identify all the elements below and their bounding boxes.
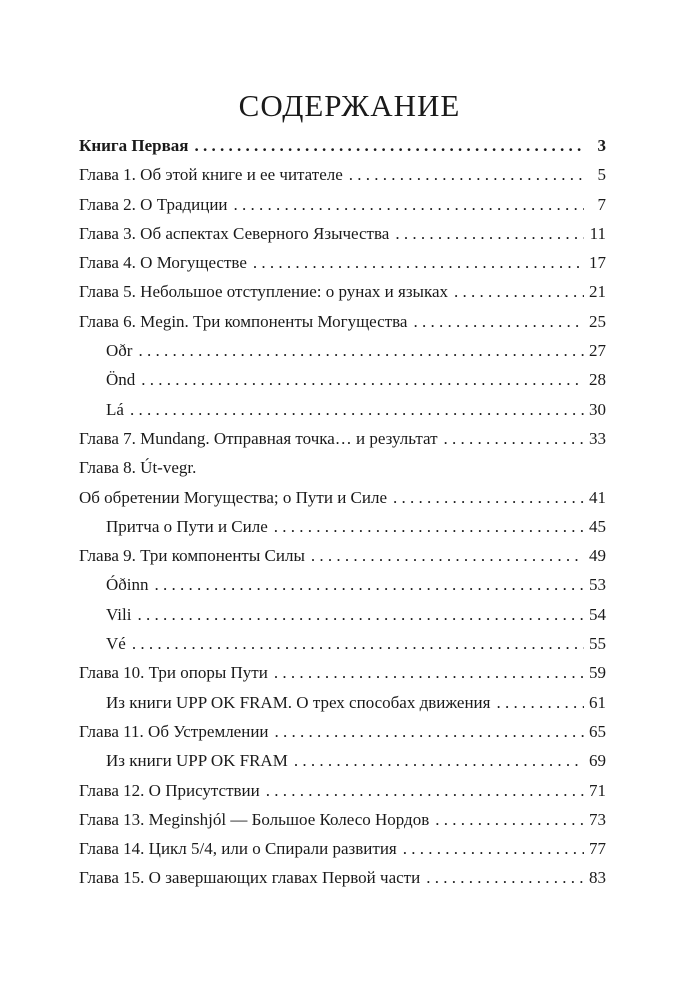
toc-entry-page-number: 33 (589, 428, 606, 448)
toc-entry (79, 834, 606, 863)
toc-entry-page-number: 17 (589, 253, 606, 273)
toc-entry-page-number: 5 (597, 165, 606, 185)
toc-entry (79, 277, 606, 306)
toc-entry-title: Из книги UPP OK FRAM. О трех способах движения (106, 692, 491, 712)
toc-entry (79, 160, 606, 189)
dot-leader (266, 776, 584, 805)
toc-entry-title: Глава 11. Об Устремлении (79, 721, 269, 741)
toc-entry-page-number: 25 (589, 311, 606, 331)
toc-entry-title: Lá (106, 399, 124, 419)
toc-entry (79, 248, 606, 277)
dot-leader (195, 131, 585, 160)
toc-entry-title: Глава 12. О Присутствии (79, 780, 260, 800)
toc-entry-title: Глава 15. О завершающих главах Первой части (79, 868, 421, 888)
dot-leader (413, 307, 584, 336)
table-of-contents (79, 131, 606, 893)
toc-entry-title: Глава 8. Út-vegr. (79, 458, 197, 478)
toc-entry (79, 219, 606, 248)
toc-entry (79, 600, 606, 629)
toc-entry-title: Глава 4. О Могуществе (79, 253, 247, 273)
toc-entry-page-number: 27 (589, 341, 606, 361)
dot-leader (155, 570, 585, 599)
dot-leader (349, 160, 584, 189)
toc-entry (79, 365, 606, 394)
toc-entry-page-number: 77 (589, 839, 606, 859)
toc-entry (79, 805, 606, 834)
dot-leader (311, 541, 584, 570)
toc-entry-title: Глава 10. Три опоры Пути (79, 663, 268, 683)
dot-leader (253, 248, 584, 277)
toc-entry (79, 483, 606, 512)
toc-entry-page-number: 3 (597, 136, 606, 155)
dot-leader (393, 483, 584, 512)
dot-leader (274, 658, 584, 687)
toc-entry-title: Об обретении Могущества; о Пути и Силе (79, 487, 388, 507)
toc-entry-title: Глава 5. Небольшое отступление: о рунах и языках (79, 282, 449, 302)
toc-entry (79, 131, 606, 160)
dot-leader (444, 424, 584, 453)
toc-entry (79, 776, 606, 805)
toc-entry-page-number: 21 (589, 282, 606, 302)
toc-entry-page-number: 7 (597, 194, 606, 214)
toc-entry (79, 453, 606, 482)
toc-entry-page-number: 71 (589, 780, 606, 800)
toc-entry (79, 424, 606, 453)
toc-entry-page-number: 55 (589, 634, 606, 654)
toc-entry-page-number: 54 (589, 604, 606, 624)
toc-entry (79, 717, 606, 746)
toc-entry-title: Önd (106, 370, 136, 390)
toc-entry (79, 746, 606, 775)
page-title: СОДЕРЖАНИЕ (238, 88, 461, 123)
dot-leader (130, 395, 584, 424)
toc-entry (79, 629, 606, 658)
toc-entry-page-number: 28 (589, 370, 606, 390)
dot-leader (137, 600, 584, 629)
toc-entry (79, 307, 606, 336)
toc-entry-title: Книга Первая (79, 136, 189, 155)
toc-entry (79, 688, 606, 717)
toc-entry-title: Глава 14. Цикл 5/4, или о Спирали развития (79, 839, 397, 859)
toc-entry-page-number: 30 (589, 399, 606, 419)
toc-entry-page-number: 53 (589, 575, 606, 595)
toc-entry (79, 512, 606, 541)
toc-entry-page-number: 73 (589, 809, 606, 829)
toc-entry-title: Глава 1. Об этой книге и ее читателе (79, 165, 343, 185)
toc-entry-title: Глава 2. О Традиции (79, 194, 228, 214)
dot-leader (496, 688, 584, 717)
toc-entry-page-number: 49 (589, 546, 606, 566)
toc-entry-page-number: 11 (589, 223, 606, 243)
toc-entry (79, 863, 606, 892)
toc-entry (79, 190, 606, 219)
toc-entry-title: Из книги UPP OK FRAM (106, 751, 288, 771)
toc-entry-page-number: 83 (589, 868, 606, 888)
toc-entry (79, 541, 606, 570)
toc-entry-title: Глава 7. Mundang. Отправная точка… и результат (79, 428, 438, 448)
toc-entry-title: Глава 3. Об аспектах Северного Язычества (79, 223, 390, 243)
toc-entry-title: Vili (106, 604, 132, 624)
toc-entry (79, 570, 606, 599)
toc-entry-page-number: 41 (589, 487, 606, 507)
dot-leader (141, 365, 584, 394)
toc-entry (79, 336, 606, 365)
toc-entry (79, 395, 606, 424)
toc-entry-title: Глава 9. Три компоненты Силы (79, 546, 305, 566)
toc-entry-page-number: 59 (589, 663, 606, 683)
toc-entry-title: Притча о Пути и Силе (106, 516, 268, 536)
toc-entry-title: Глава 13. Meginshjól — Большое Колесо Нордов (79, 809, 430, 829)
dot-leader (395, 219, 584, 248)
dot-leader (454, 277, 584, 306)
dot-leader (138, 336, 584, 365)
toc-entry-page-number: 45 (589, 516, 606, 536)
dot-leader (294, 746, 584, 775)
toc-entry (79, 658, 606, 687)
dot-leader (426, 863, 584, 892)
toc-entry-title: Глава 6. Megin. Три компоненты Могущества (79, 311, 408, 331)
toc-entry-page-number: 65 (589, 721, 606, 741)
dot-leader (403, 834, 584, 863)
toc-entry-title: Óðinn (106, 575, 149, 595)
toc-entry-title: Oðr (106, 341, 133, 361)
dot-leader (435, 805, 584, 834)
dot-leader (275, 717, 584, 746)
toc-entry-page-number: 69 (589, 751, 606, 771)
dot-leader (274, 512, 584, 541)
dot-leader (132, 629, 584, 658)
toc-entry-page-number: 61 (589, 692, 606, 712)
dot-leader (234, 190, 584, 219)
toc-entry-title: Vé (106, 634, 126, 654)
